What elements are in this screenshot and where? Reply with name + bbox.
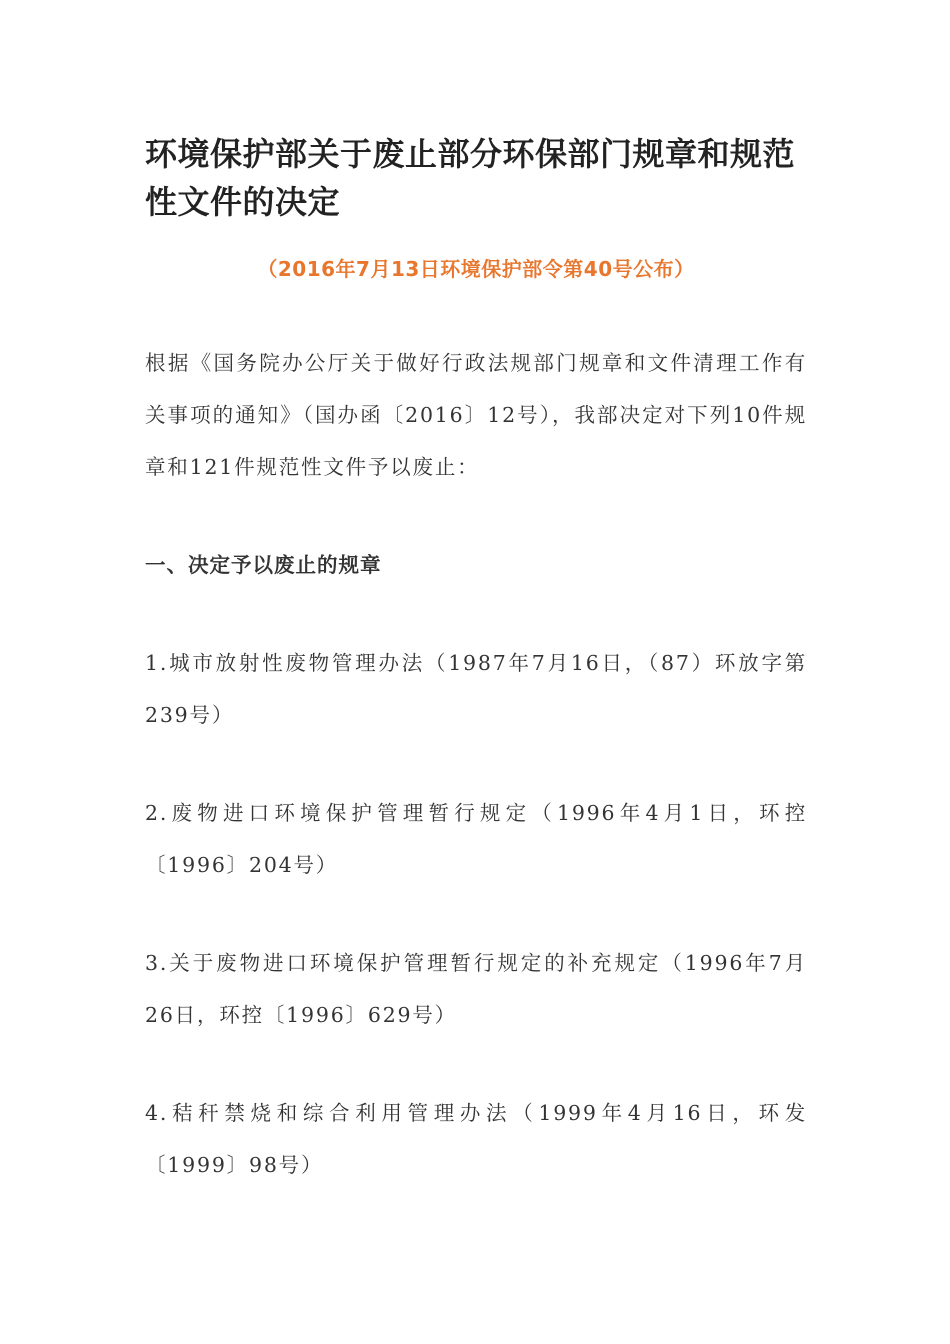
document-title: 环境保护部关于废止部分环保部门规章和规范性文件的决定 <box>145 135 796 221</box>
section-heading: 一、决定予以废止的规章 <box>145 553 382 577</box>
list-item: 1.城市放射性废物管理办法（1987年7月16日，（87）环放字第239号） <box>145 651 807 727</box>
document-subtitle: （2016年7月13日环境保护部令第40号公布） <box>257 257 695 281</box>
list-item: 4.秸秆禁烧和综合利用管理办法（1999年4月16日，环发〔1999〕98号） <box>145 1101 807 1177</box>
list-item: 2.废物进口环境保护管理暂行规定（1996年4月1日，环控〔1996〕204号） <box>145 801 807 877</box>
intro-paragraph: 根据《国务院办公厅关于做好行政法规部门规章和文件清理工作有关事项的通知》（国办函〔2016〕12号），我部决定对下列10件规章和121件规范性文件予以废止： <box>145 351 807 479</box>
document-body <box>145 130 807 1191</box>
list-item: 3.关于废物进口环境保护管理暂行规定的补充规定（1996年7月26日，环控〔1996〕629号） <box>145 951 807 1027</box>
